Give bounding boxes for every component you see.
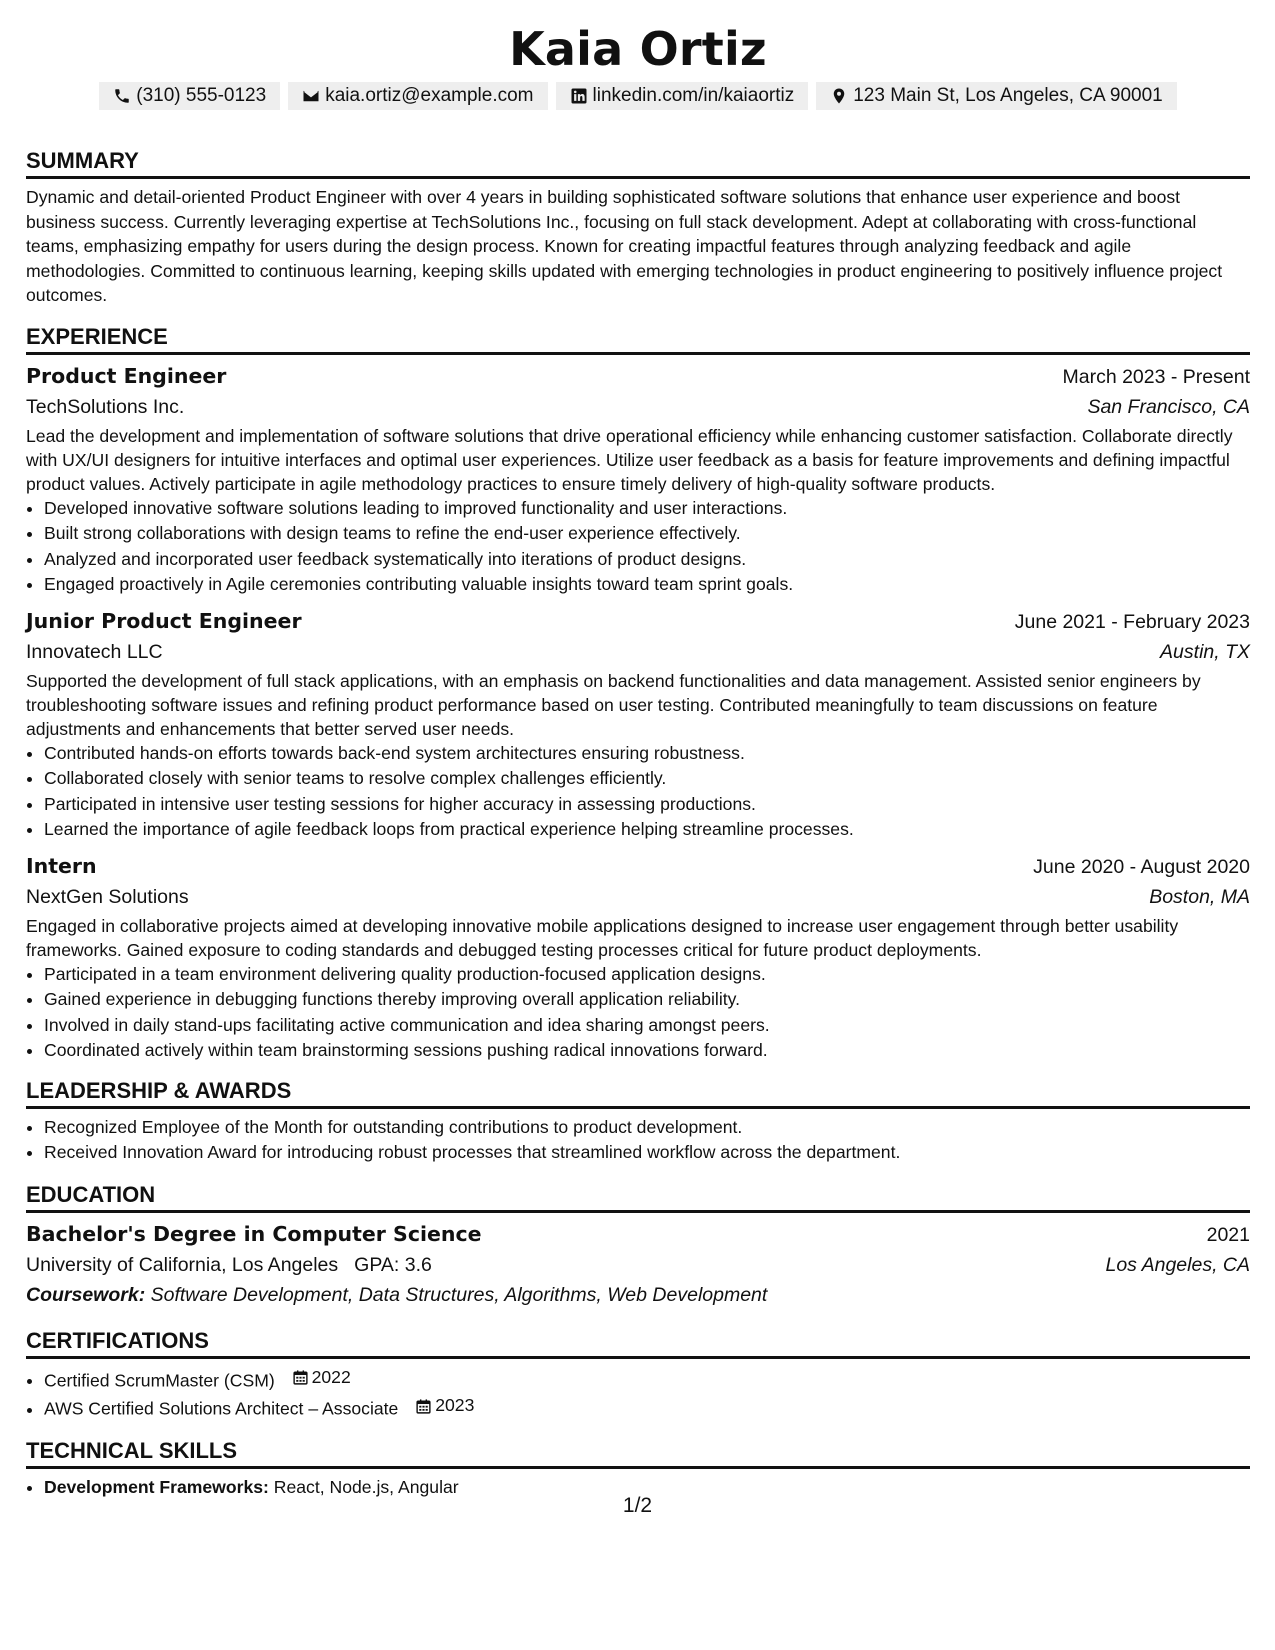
experience-section	[26, 324, 1250, 1064]
education-heading: EDUCATION	[26, 1182, 1250, 1213]
job-title: Product Engineer	[26, 363, 227, 388]
list-item: • Participated in a team environment delivering quality production-focused application designs.	[44, 962, 1250, 988]
cert-name: Certified ScrumMaster (CSM)	[44, 1369, 275, 1390]
list-item: • Contributed hands-on efforts towards back-end system architectures ensuring robustness.	[44, 741, 1250, 767]
school-line	[26, 1250, 432, 1280]
list-item: • Received Innovation Award for introducing robust processes that streamlined workflow across the department.	[44, 1140, 1250, 1166]
calendar-icon	[415, 1398, 432, 1415]
contact-bar	[26, 82, 1250, 110]
job-bullets	[26, 496, 1250, 598]
cert-date	[292, 1365, 351, 1391]
degree-title: Bachelor's Degree in Computer Science	[26, 1221, 482, 1246]
summary-section	[26, 148, 1250, 308]
contact-phone[interactable]	[99, 82, 280, 110]
list-item: • Built strong collaborations with design teams to refine the end-user experience effectively.	[44, 521, 1250, 547]
cert-year: 2023	[435, 1395, 475, 1416]
contact-linkedin-text: linkedin.com/in/kaiaortiz	[592, 85, 795, 106]
contact-address[interactable]	[816, 82, 1177, 110]
job-company: NextGen Solutions	[26, 885, 189, 908]
linkedin-icon	[570, 87, 588, 105]
job-bullets	[26, 741, 1250, 843]
list-item: • Analyzed and incorporated user feedback systematically into iterations of product designs.	[44, 547, 1250, 573]
cert-year: 2022	[311, 1366, 351, 1387]
contact-email-text: kaia.ortiz@example.com	[325, 85, 534, 106]
job-dates: June 2020 - August 2020	[1033, 855, 1250, 878]
list-item: • Participated in intensive user testing sessions for higher accuracy in assessing productions.	[44, 792, 1250, 818]
job-location: Austin, TX	[1160, 640, 1250, 663]
cert-name: AWS Certified Solutions Architect – Associate	[44, 1398, 399, 1419]
certifications-heading: CERTIFICATIONS	[26, 1328, 1250, 1359]
job-dates: March 2023 - Present	[1062, 365, 1250, 388]
leadership-section	[26, 1078, 1250, 1166]
certifications-list	[26, 1365, 1250, 1423]
list-item: • Engaged proactively in Agile ceremonies contributing valuable insights toward team sprint goals.	[44, 572, 1250, 598]
calendar-icon	[292, 1369, 309, 1386]
coursework	[26, 1280, 1250, 1310]
leadership-heading: LEADERSHIP & AWARDS	[26, 1078, 1250, 1109]
contact-linkedin[interactable]	[556, 82, 809, 110]
resume-page	[26, 0, 1250, 1501]
list-item	[44, 1365, 1250, 1394]
job-title: Junior Product Engineer	[26, 608, 302, 633]
list-item: • Developed innovative software solutions leading to improved functionality and user interactions.	[44, 496, 1250, 522]
job-bullets	[26, 962, 1250, 1064]
list-item	[44, 1393, 1250, 1422]
job-entry	[26, 361, 1250, 598]
list-item: • Involved in daily stand-ups facilitating active communication and idea sharing amongst peers.	[44, 1013, 1250, 1039]
job-description: Engaged in collaborative projects aimed at developing innovative mobile applications designed to increase user engagement through better usability frameworks. Gained exposure to coding standards and debugged testing processes critical for future product deployments.	[26, 915, 1179, 960]
contact-phone-text: (310) 555-0123	[136, 85, 267, 106]
coursework-list: Software Development, Data Structures, Algorithms, Web Development	[150, 1283, 768, 1306]
list-item: • Learned the importance of agile feedback loops from practical experience helping streamline processes.	[44, 817, 1250, 843]
envelope-icon	[302, 87, 320, 105]
job-entry	[26, 606, 1250, 843]
job-location: San Francisco, CA	[1087, 395, 1250, 418]
job-company: TechSolutions Inc.	[26, 395, 185, 418]
skill-value: React, Node.js, Angular	[273, 1477, 459, 1497]
page-number: 1/2	[622, 1494, 653, 1517]
map-pin-icon	[830, 87, 848, 105]
candidate-name: Kaia Ortiz	[509, 22, 767, 76]
coursework-label: Coursework:	[26, 1283, 146, 1306]
education-section	[26, 1182, 1250, 1310]
job-company: Innovatech LLC	[26, 640, 163, 663]
list-item: • Collaborated closely with senior teams to resolve complex challenges efficiently.	[44, 766, 1250, 792]
gpa: GPA: 3.6	[354, 1253, 432, 1276]
job-title: Intern	[26, 853, 97, 878]
skill-label: Development Frameworks:	[44, 1477, 269, 1497]
graduation-year: 2021	[1206, 1223, 1250, 1246]
summary-heading: SUMMARY	[26, 148, 1250, 179]
contact-address-text: 123 Main St, Los Angeles, CA 90001	[853, 85, 1163, 106]
skills-section	[26, 1438, 1250, 1501]
summary-text: Dynamic and detail-oriented Product Engineer with over 4 years in building sophisticated software solutions that enhance user experience and boost business success. Currently leveraging expertise at TechSolutions Inc., focusing on full stack development. Adept at collaborating with cross-functional teams, emphasizing empathy for users during the design process. Known for creating impactful features through analyzing feedback and agile methodologies. Committed to continuous learning, keeping skills updated with emerging technologies in product engineering to positively influence project outcomes.	[26, 187, 1223, 305]
skills-heading: TECHNICAL SKILLS	[26, 1438, 1250, 1469]
certifications-section	[26, 1328, 1250, 1423]
leadership-list	[26, 1115, 1250, 1166]
cert-date	[415, 1393, 474, 1419]
contact-email[interactable]	[288, 82, 547, 110]
list-item: • Gained experience in debugging functions thereby improving overall application reliability.	[44, 987, 1250, 1013]
job-location: Boston, MA	[1149, 885, 1250, 908]
job-dates: June 2021 - February 2023	[1014, 610, 1250, 633]
job-description: Supported the development of full stack applications, with an emphasis on backend functionalities and data management. Assisted senior engineers by troubleshooting software issues and refining product performance based on user testing. Contributed meaningfully to team discussions on feature adjustments and enhancements that better served user needs.	[26, 670, 1201, 739]
experience-heading: EXPERIENCE	[26, 324, 1250, 355]
list-item: • Recognized Employee of the Month for outstanding contributions to product development.	[44, 1115, 1250, 1141]
school-name: University of California, Los Angeles	[26, 1253, 339, 1276]
list-item: • Coordinated actively within team brainstorming sessions pushing radical innovations forward.	[44, 1038, 1250, 1064]
school-location: Los Angeles, CA	[1105, 1253, 1250, 1276]
phone-icon	[113, 87, 131, 105]
job-entry	[26, 851, 1250, 1064]
job-description: Lead the development and implementation of software solutions that drive operational efficiency while enhancing customer satisfaction. Collaborate directly with UX/UI designers for intuitive interfaces and optimal user experiences. Utilize user feedback as a basis for feature improvements and defining impactful product values. Actively participate in agile methodology practices to ensure timely delivery of high-quality software products.	[26, 425, 1233, 494]
